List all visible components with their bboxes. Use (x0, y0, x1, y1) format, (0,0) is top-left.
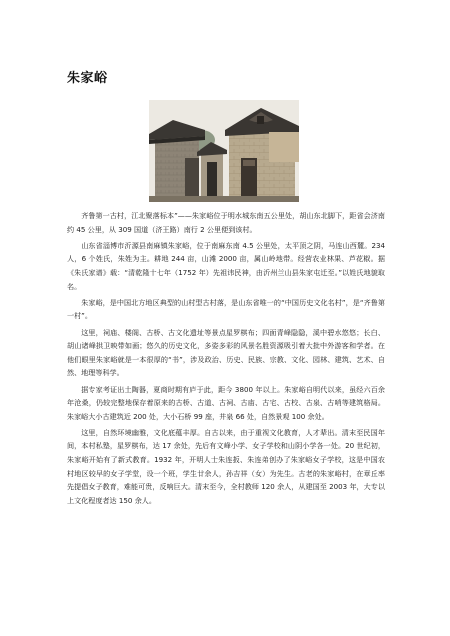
article-body (67, 209, 385, 510)
paragraph: 朱家峪，是中国北方地区典型的山村型古村落，是山东省唯一的“中国历史文化名村”，是“齐鲁第一村”。 (67, 297, 385, 321)
paragraph: 这里，自然环境幽雅，文化底蕴丰厚。自古以来，由于重视文化教育，人才辈出。清末至民国年间，本村私塾，星罗棋布，达 17 余处，先后有文峰小学、女子学校和山阴小学各一处。20 世纪初，朱家峪开始有了新式教育。1932 年，开明人士朱连扳、朱连弟创办了朱家峪女子学校，这是中国农村地区较早的女子学堂，设一个班，学生廿余人，孙吉祥（女）为先生。古老的朱家峪村，在章丘率先提倡女子教育，难能可贵，反响巨大。清末至今，全村教师 120 余人，从建国至 2003 年，大专以上文化程度者达 150 余人。 (67, 427, 385, 505)
page-title: 朱家峪 (67, 71, 108, 86)
village-photo (149, 100, 299, 202)
paragraph: 据专家考证出土陶器，夏商时期有庐于此，距今 3800 年以上。朱家峪自明代以来，虽经六百余年沧桑，仍较完整地保存着原来的古桥、古道、古祠、古庙、古宅、古校、古泉、古哨等建筑格局。朱家峪大小古建筑近 200 处，大小石桥 99 座，井泉 66 处，自然景观 100 余处。 (67, 384, 385, 421)
paragraph: 齐鲁第一古村，江北聚落标本”——朱家峪位于明水城东南五公里处，胡山东北脚下，距省会济南约 45 公里，从 309 国道（济王路）南行 2 公里便到该村。 (67, 211, 385, 234)
village-photo-illustration (149, 100, 299, 202)
paragraph: 山东省淄博市沂源县南麻镇朱家峪，位于南麻东南 4.5 公里处，太平顶之阴，马连山西麓。234 人，6 个姓氏，朱姓为主。耕地 244 亩，山滩 2000 亩，属山岭地带。经营农业林果、芦花椒。据《朱氏家谱》载：“清乾隆十七年（1752 年）先祖讳民神，由沂州兰山县朱家屯迁至。”以姓氏地貌取名。 (67, 240, 385, 291)
paragraph: 这里，祠庙、楼阁、古桥、古文化遗址等景点星罗棋布；四面青峰隐隐，溪中碧水悠悠；长白、胡山诸峰拱卫映带如画；悠久的历史文化，多姿多彩的风景名胜资源吸引着大批中外游客和学者。在他们眼里朱家峪就是一本很厚的“书”，涉及政治、历史、民族、宗教、文化、园林、建筑、艺术、自然、地理等科学。 (67, 327, 385, 378)
